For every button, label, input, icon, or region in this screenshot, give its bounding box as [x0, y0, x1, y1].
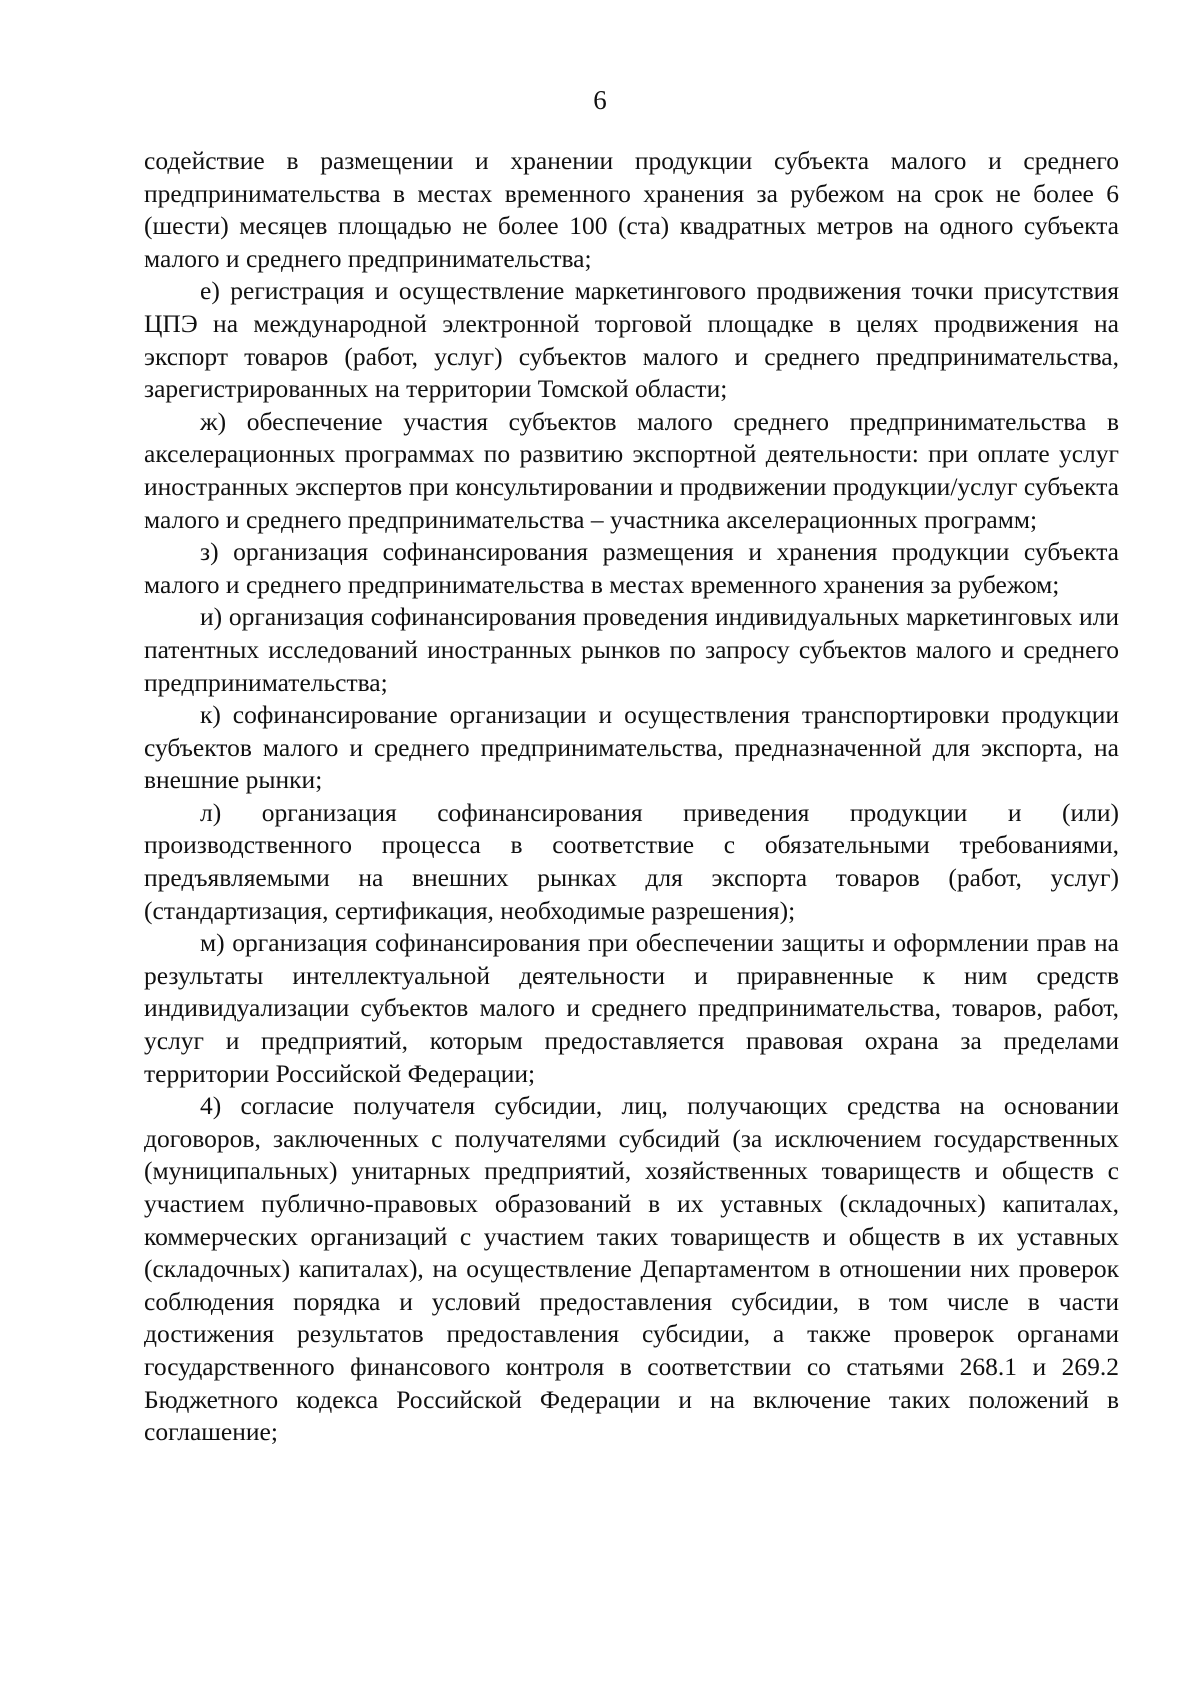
paragraph-item-z: з) организация софинансирования размещения и хранения продукции субъекта малого и среднего предпринимательства в местах временного хранения за рубежом; [144, 537, 1119, 599]
paragraph-item-e: е) регистрация и осуществление маркетингового продвижения точки присутствия ЦПЭ на международной электронной торговой площадке в целях продвижения на экспорт товаров (работ, услуг) субъектов малого и среднего предпринимательства, зарегистрированных на территории Томской области; [144, 276, 1119, 404]
page-number: 6 [593, 85, 607, 115]
paragraph-item-zh: ж) обеспечение участия субъектов малого среднего предпринимательства в акселерационных программах по развитию экспортной деятельности: при оплате услуг иностранных экспертов при консультировании и продвижении продукции/услуг субъекта малого и среднего предпринимательства – участника акселерационных программ; [144, 406, 1119, 534]
paragraph-item-4: 4) согласие получателя субсидии, лиц, получающих средства на основании договоров, заключенных с получателями субсидий (за исключением государственных (муниципальных) унитарных предприятий, хозяйственных товариществ и обществ с участием публично-правовых образований в их уставных (складочных) капиталах, коммерческих организаций с участием таких товариществ и обществ в их уставных (складочных) капиталах), на осуществление Департаментом в отношении них проверок соблюдения порядка и условий предоставления субсидии, в том числе в части достижения результатов предоставления субсидии, а также проверок органами государственного финансового контроля в соответствии со статьями 268.1 и 269.2 Бюджетного кодекса Российской Федерации и на включение таких положений в соглашение; [144, 1091, 1119, 1447]
paragraph-item-k: к) софинансирование организации и осуществления транспортировки продукции субъектов малого и среднего предпринимательства, предназначенной для экспорта, на внешние рынки; [144, 700, 1119, 795]
document-body [144, 145, 1119, 1449]
paragraph-continuation: содействие в размещении и хранении продукции субъекта малого и среднего предпринимательства в местах временного хранения за рубежом на срок не более 6 (шести) месяцев площадью не более 100 (ста) квадратных метров на одного субъекта малого и среднего предпринимательства; [144, 146, 1119, 273]
paragraph-item-i: и) организация софинансирования проведения индивидуальных маркетинговых или патентных исследований иностранных рынков по запросу субъектов малого и среднего предпринимательства; [144, 602, 1119, 697]
paragraph-item-l: л) организация софинансирования приведения продукции и (или) производственного процесса в соответствие с обязательными требованиями, предъявляемыми на внешних рынках для экспорта товаров (работ, услуг) (стандартизация, сертификация, необходимые разрешения); [144, 797, 1119, 925]
paragraph-item-m: м) организация софинансирования при обеспечении защиты и оформлении прав на результаты интеллектуальной деятельности и приравненные к ним средств индивидуализации субъектов малого и среднего предпринимательства, товаров, работ, услуг и предприятий, которым предоставляется правовая охрана за пределами территории Российской Федерации; [144, 928, 1119, 1088]
